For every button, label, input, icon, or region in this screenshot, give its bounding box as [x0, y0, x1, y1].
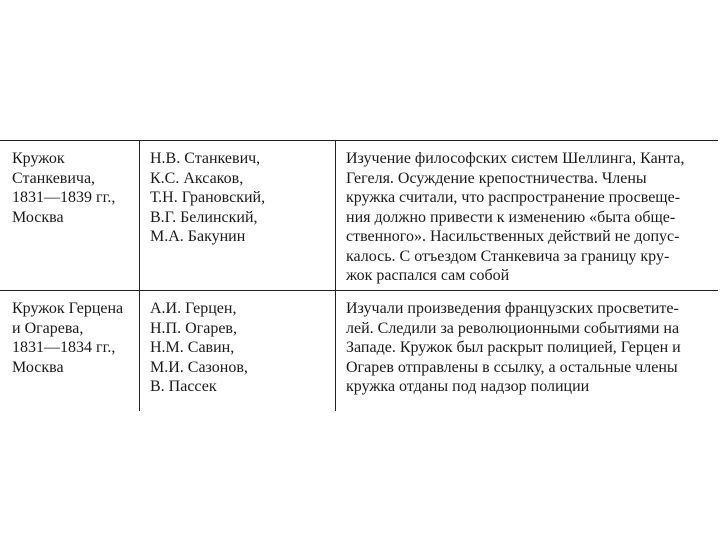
description-line: жок распался сам собой — [346, 267, 510, 284]
description-line: Гегеля. Осуждение крепостничества. Члены — [346, 169, 647, 187]
member-name: К.С. Аксаков, — [150, 169, 244, 187]
member-name: А.И. Герцен, — [150, 300, 237, 317]
description-line: Западе. Кружок был раскрыт полицией, Герцен и — [346, 339, 681, 356]
member-name: Н.В. Станкевич, — [150, 150, 261, 167]
description-cell — [336, 141, 718, 290]
member-name: М.И. Сазонов, — [150, 358, 248, 376]
members-cell — [140, 141, 336, 290]
member-name: Т.Н. Грановский, — [150, 189, 266, 206]
description-line: калось. С отъездом Станкевича за границу кру- — [346, 247, 670, 265]
description-cell — [336, 291, 718, 411]
member-name: Н.М. Савин, — [150, 339, 235, 356]
description-line: кружка считали, что распространение просвеще- — [346, 189, 681, 206]
table-row — [0, 291, 718, 411]
group-line: 1831—1839 гг., — [12, 189, 116, 206]
table-row — [0, 141, 718, 291]
group-line: 1831—1834 гг., — [12, 339, 116, 356]
member-name: В. Пассек — [150, 378, 217, 395]
members-cell — [140, 291, 336, 411]
group-line: Станкевича, — [12, 169, 96, 187]
description-line: ственного». Насильственных действий не допус- — [346, 228, 680, 245]
group-line: и Огарева, — [12, 319, 84, 337]
member-name: М.А. Бакунин — [150, 228, 246, 245]
description-line: Изучение философских систем Шеллинга, Канта, — [346, 150, 685, 167]
group-line: Москва — [12, 208, 64, 226]
description-line: лей. Следили за революционными событиями на — [346, 319, 680, 337]
description-line: кружка отданы под надзор полиции — [346, 378, 590, 395]
group-cell — [0, 291, 140, 411]
member-name: Н.П. Огарев, — [150, 319, 237, 337]
description-line: Огарев отправлены в ссылку, а остальные члены — [346, 358, 678, 376]
member-name: В.Г. Белинский, — [150, 208, 258, 226]
group-line: Кружок — [12, 150, 65, 167]
group-cell — [0, 141, 140, 290]
description-line: Изучали произведения французских просветите- — [346, 300, 679, 317]
group-line: Кружок Герцена — [12, 300, 124, 317]
description-line: ния должно привести к изменению «быта обще- — [346, 208, 676, 226]
group-line: Москва — [12, 358, 64, 376]
circles-table — [0, 140, 718, 411]
